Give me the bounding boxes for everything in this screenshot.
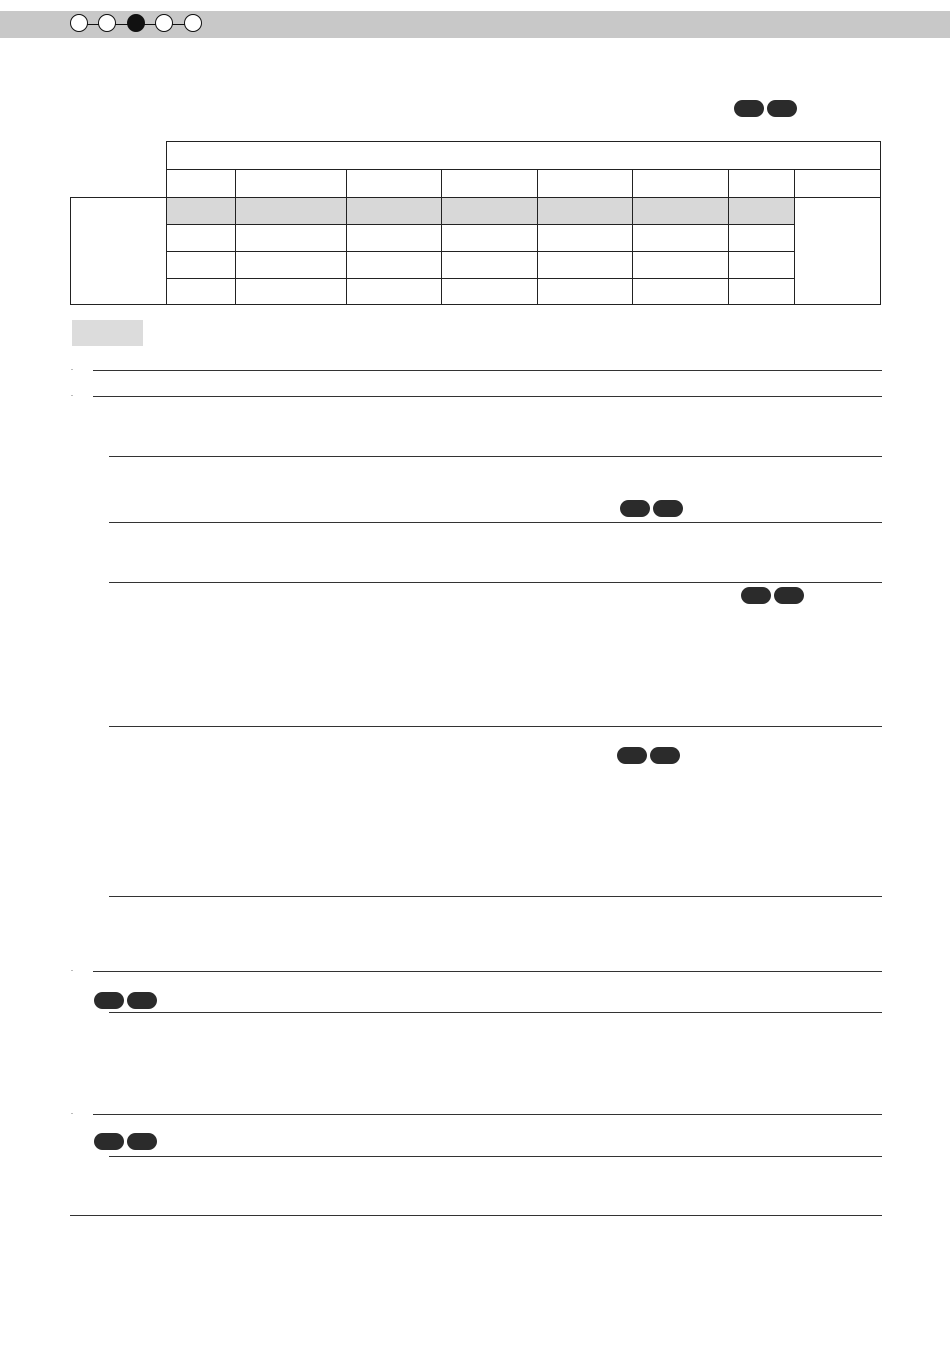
table-header-cell (794, 169, 881, 198)
table-cell (728, 278, 795, 305)
table-header-cell (166, 169, 236, 198)
model-badge-icon (741, 587, 804, 604)
table-cell (166, 224, 236, 252)
divider (93, 370, 882, 371)
table-cell (537, 251, 633, 279)
divider (93, 971, 882, 972)
table-cell (441, 278, 538, 305)
table-cell (632, 224, 729, 252)
divider (93, 1114, 882, 1115)
spec-table (70, 141, 881, 305)
model-badge-icon (620, 500, 683, 517)
divider (109, 1156, 882, 1157)
table-cell (166, 197, 236, 225)
table-header-cell (632, 169, 729, 198)
divider (109, 726, 882, 727)
table-cell (346, 251, 442, 279)
table-header-span (166, 141, 881, 170)
table-cell (537, 278, 633, 305)
table-cell (441, 224, 538, 252)
table-cell (632, 197, 729, 225)
bullet-mark (71, 369, 73, 370)
divider (109, 582, 882, 583)
table-row-header (70, 197, 167, 305)
divider (70, 1215, 882, 1216)
table-cell (346, 278, 442, 305)
model-badge-icon (734, 100, 797, 117)
table-cell (632, 251, 729, 279)
table-cell (166, 278, 236, 305)
divider (109, 896, 882, 897)
step-5-icon (184, 14, 202, 32)
table-cell (728, 251, 795, 279)
table-side-cell (794, 197, 881, 305)
step-1-icon (70, 14, 88, 32)
table-header-cell (728, 169, 795, 198)
section-label-block (72, 320, 143, 346)
table-header-cell (235, 169, 347, 198)
table-cell (728, 224, 795, 252)
bullet-mark (71, 1113, 73, 1114)
table-cell (537, 224, 633, 252)
model-badge-icon (617, 747, 680, 764)
bullet-mark (71, 395, 73, 396)
bullet-mark (71, 970, 73, 971)
step-3-icon (127, 14, 145, 32)
divider (109, 522, 882, 523)
table-cell (235, 197, 347, 225)
table-cell (441, 251, 538, 279)
table-cell (235, 278, 347, 305)
table-cell (166, 251, 236, 279)
model-badge-icon (94, 992, 157, 1009)
table-cell (346, 197, 442, 225)
table-cell (728, 197, 795, 225)
table-cell (537, 197, 633, 225)
table-header-cell (537, 169, 633, 198)
table-header-cell (346, 169, 442, 198)
table-cell (235, 224, 347, 252)
table-cell (346, 224, 442, 252)
divider (93, 396, 882, 397)
step-4-icon (155, 14, 173, 32)
step-2-icon (98, 14, 116, 32)
divider (109, 456, 882, 457)
table-cell (235, 251, 347, 279)
table-cell (441, 197, 538, 225)
table-header-cell (441, 169, 538, 198)
table-cell (632, 278, 729, 305)
model-badge-icon (94, 1133, 157, 1150)
divider (109, 1012, 882, 1013)
